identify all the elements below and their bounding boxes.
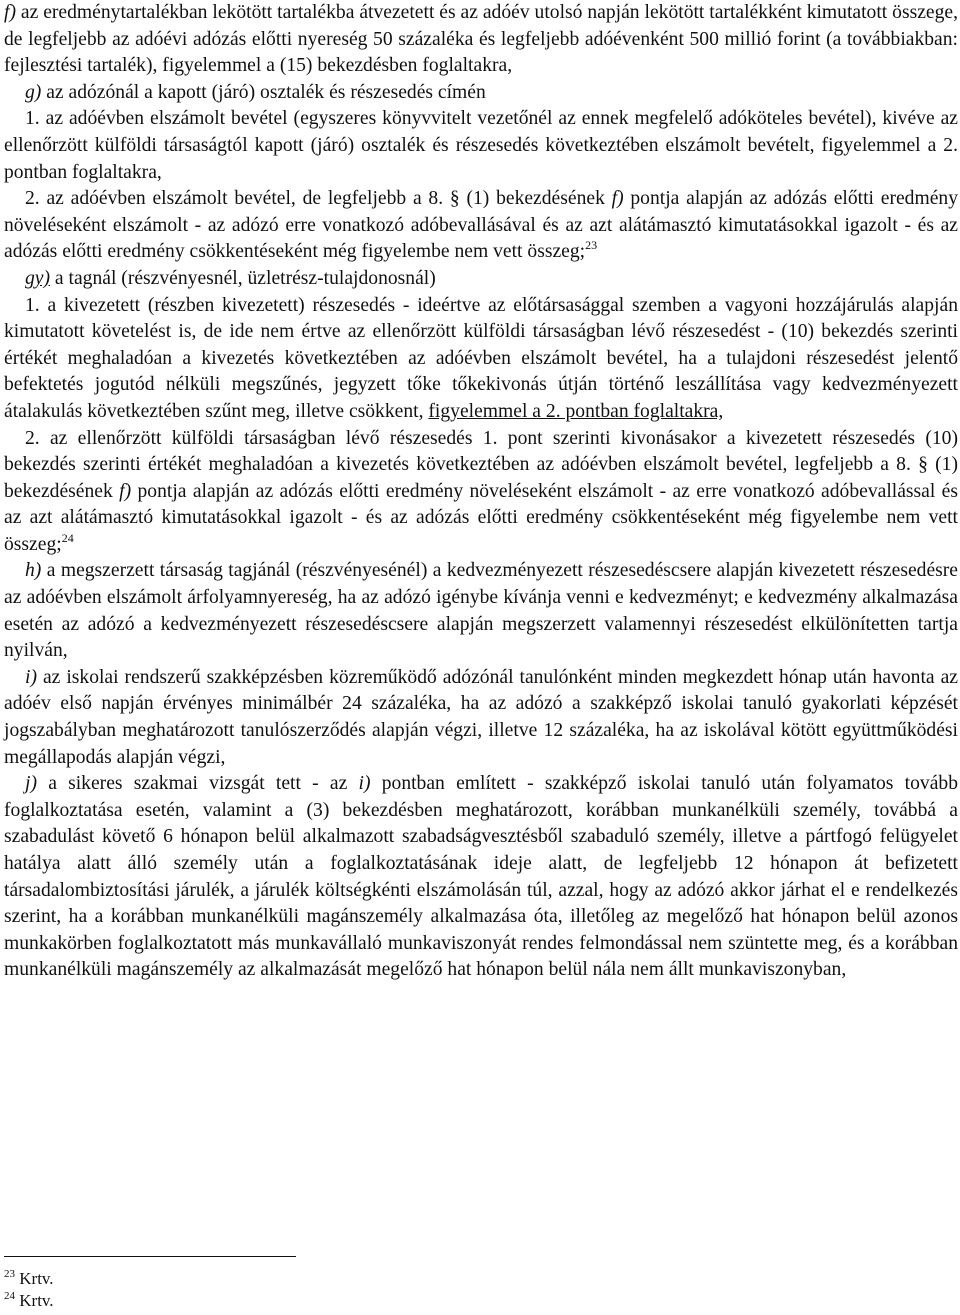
paragraph-g: [4, 80, 958, 107]
footnote-text: Krtv.: [19, 1269, 54, 1288]
paragraph-text: a tagnál (részvényesnél, üzletrész-tulajdonosnál): [50, 267, 436, 289]
footnote-reference[interactable]: 23: [585, 238, 598, 253]
item-label: h): [25, 560, 42, 582]
underlined-text: figyelemmel a 2. pontban foglaltakra,: [428, 400, 724, 422]
item-reference: f): [611, 188, 624, 210]
footnote-item: [4, 1290, 54, 1312]
item-label: g): [25, 81, 42, 103]
item-reference: i): [358, 773, 371, 795]
footnote-number: 24: [4, 1290, 15, 1302]
paragraph-g-1: [4, 106, 958, 186]
paragraph-text: 2. az ellenőrzött külföldi társaságban lévő részesedés 1. pont szerinti kivonásakor a kivezetett részesedés (10) bekezdés szerinti értékét meghaladóan a kivezetés következtében az adóévben elszámolt bevétel, legfeljebb a 8. § (1) bekezdésének: [4, 427, 958, 502]
paragraph-text: 1. a kivezetett (részben kivezetett) részesedés - ideértve az előtársasággal szemben a vagyoni hozzájárulás alapján kimutatott követelést is, de ide nem értve az ellenőrzött külföldi társaságban lévő részesedést - (10) bekezdés szerinti értékét meghaladóan a kivezetés következtében az adóévben elszámolt bevétel, ha a tulajdoni részesedést jelentő befektetés jogutód nélküli megszűnés, jegyzett tőke tőkekivonás útján történő leszállítása vagy kedvezményezett átalakulás következtében szűnt meg, illetve csökkent,: [4, 294, 958, 422]
paragraph-f: [4, 0, 958, 80]
document-body: [4, 0, 958, 984]
paragraph-gy: [4, 266, 958, 293]
paragraph-text: pontban említett - szakképző iskolai tanuló után folyamatos tovább foglalkoztatása esetén, valamint a (3) bekezdésben meghatározott, korábban munkanélküli személy, továbbá a szabadulást követő 6 hónapon belül alkalmazott szabadságvesztésből szabaduló személy, illetve a pártfogó felügyelet hatálya alatt álló személy után a foglalkoztatásának ideje alatt, de legfeljebb 12 hónapon át befizetett társadalombiztosítási járulék, a járulék költségkénti elszámolásán túl, azzal, hogy az adózó akkor járhat el e rendelkezés szerint, ha a korábban munkanélküli magánszemély alkalmazása óta, illetőleg az megelőző hat hónapon belül azonos munkakörben foglalkoztatott más munkavállaló munkaviszonyát rendes felmondással nem szüntette meg, és a korábban munkanélküli magánszemély az alkalmazását megelőző hat hónapon belül nála nem állt munkaviszonyban,: [4, 773, 958, 981]
item-reference: f): [119, 480, 132, 502]
item-label: j): [25, 773, 37, 795]
footnote-item: [4, 1268, 54, 1290]
paragraph-text: az iskolai rendszerű szakképzésben közreműködő adózónál tanulónként minden megkezdett hónap után havonta az adóév első napján érvényes minimálbér 24 százaléka, ha az adózó a szakképző iskolai tanuló gyakorlati képzését jogszabályban meghatározott tanulószerződés alapján végzi, illetve 12 százaléka, ha az iskolával kötött együttműködési megállapodás alapján végzi,: [4, 666, 958, 768]
paragraph-text: az eredménytartalékban lekötött tartalékba átvezetett és az adóév utolsó napján lekötött tartalékként kimutatott összege, de legfeljebb az adóévi adózás előtti nyereség 50 százaléka és legfeljebb adóévenként 500 millió forint (a továbbiakban: fejlesztési tartalék), figyelemmel a (15) bekezdésben foglaltakra,: [4, 2, 958, 77]
footnotes: [4, 1268, 54, 1312]
item-label: i): [25, 666, 37, 688]
paragraph-j: [4, 771, 958, 984]
paragraph-text: pontja alapján az adózás előtti eredmény növeléseként elszámolt - az adózó erre vonatkozó adóbevallásával és az azt alátámasztó kimutatásokkal igazolt - és az adózás előtti eredmény csökkentéseként még figyelembe nem vett összeg;: [4, 188, 959, 263]
footnote-text: Krtv.: [19, 1291, 54, 1310]
paragraph-gy-2: [4, 426, 958, 559]
paragraph-gy-1: [4, 293, 958, 426]
paragraph-text: 2. az adóévben elszámolt bevétel, de legfeljebb a 8. § (1) bekezdésének: [25, 188, 612, 210]
footnote-separator: [4, 1256, 296, 1257]
footnote-reference[interactable]: 24: [61, 530, 74, 545]
paragraph-text: a sikeres szakmai vizsgát tett - az: [36, 773, 359, 795]
paragraph-g-2: [4, 186, 958, 266]
paragraph-text: pontja alapján az adózás előtti eredmény növeléseként elszámolt - az erre vonatkozó adóbevallással és az azt alátámasztó kimutatásokkal igazolt - és az adózás előtti eredmény csökkentéseként még figyelembe nem vett összeg;: [4, 480, 958, 555]
paragraph-i: [4, 665, 958, 771]
paragraph-text: az adózónál a kapott (járó) osztalék és részesedés címén: [41, 81, 486, 103]
paragraph-text: a megszerzett társaság tagjánál (részvényesénél) a kedvezményezett részesedéscsere alapján kivezetett részesedésre az adóévben elszámolt árfolyamnyereség, ha az adózó igénybe kívánja venni e kedvezményt; e kedvezmény alkalmazása esetén az adózó a kedvezményezett részesedéscsere alapján megszerzett valamennyi részesedést elkülönítetten tartja nyilván,: [4, 560, 958, 662]
footnote-number: 23: [4, 1268, 15, 1280]
item-label: f): [4, 2, 16, 23]
item-label: gy): [25, 267, 51, 289]
paragraph-h: [4, 558, 958, 664]
paragraph-text: 1. az adóévben elszámolt bevétel (egyszeres könyvvitelt vezetőnél az ennek megfelelő adóköteles bevétel), kivéve az ellenőrzött külföldi társaságtól kapott (járó) osztalék és részesedés következtében elszámolt bevételt, figyelemmel a 2. pontban foglaltakra,: [4, 108, 958, 183]
